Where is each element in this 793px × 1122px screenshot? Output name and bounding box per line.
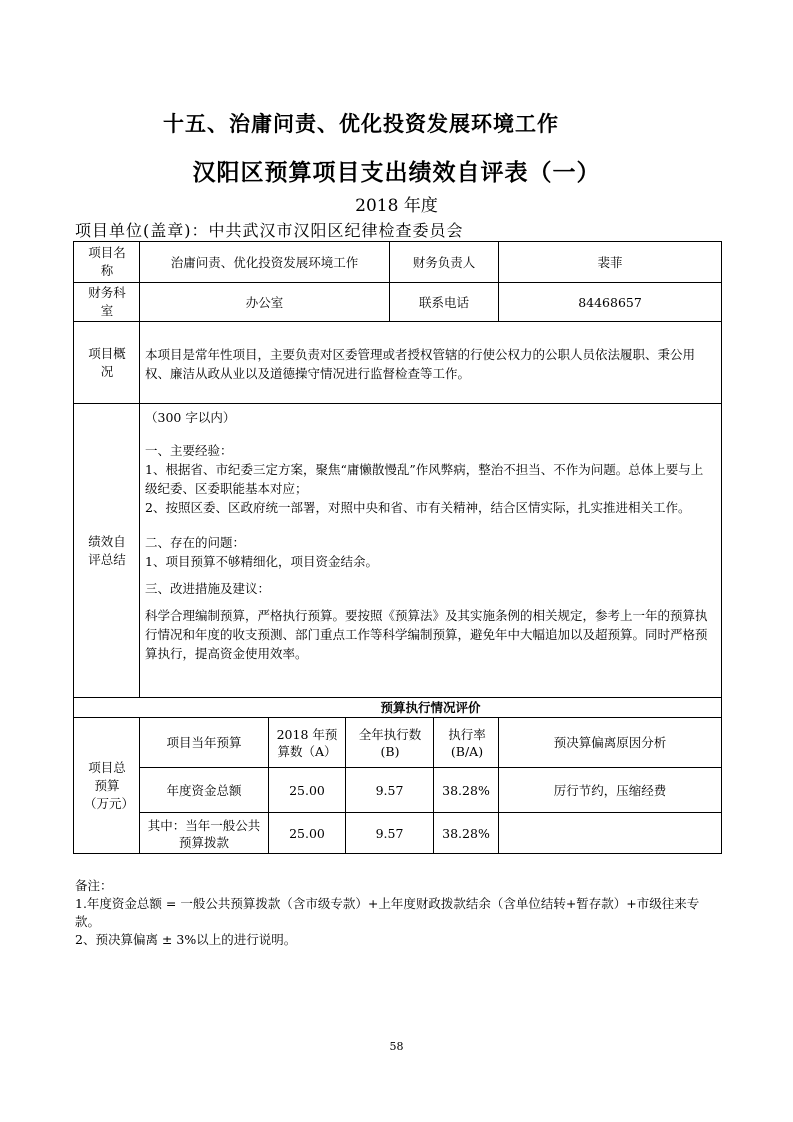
project-name-value: 治庸问责、优化投资发展环境工作 (170, 254, 359, 270)
overview-text: 本项目是常年性项目，主要负责对区委管理或者授权管辖的行使公权力的公职人员依法履职、秉公用权、廉洁从政从业以及道德操守情况进行监督检查等工作。 (145, 347, 696, 381)
budget-header-item: 项目当年预算 (166, 735, 242, 750)
overview-label: 项目概况 (88, 345, 126, 379)
summary-text (145, 408, 715, 663)
budget-row2-item: 其中：当年一般公共预算拨款 (147, 817, 261, 850)
note-2: 2、预决算偏离 ± 3%以上的进行说明。 (75, 932, 297, 947)
budget-row1-executed: 9.57 (375, 782, 404, 798)
budget-row2-rate: 38.28% (442, 826, 490, 841)
budget-row1-analysis: 厉行节约，压缩经费 (553, 782, 667, 798)
finance-dept-label: 财务科室 (88, 285, 126, 318)
summary-label: 绩效自评总结 (88, 533, 126, 567)
budget-row2-executed: 9.57 (375, 826, 404, 841)
summary-heading-improvements: 三、改进措施及建议： (145, 581, 271, 596)
summary-heading-experience: 一、主要经验： (145, 443, 233, 458)
budget-header-executed: 全年执行数(B) (358, 726, 422, 759)
budget-row1-rate: 38.28% (442, 782, 490, 798)
budget-row2-planned: 25.00 (289, 826, 325, 841)
budget-header-rate: 执行率(B/A) (448, 726, 486, 759)
phone-label: 联系电话 (418, 294, 469, 310)
finance-head-value: 裴菲 (597, 254, 623, 270)
budget-row2-analysis (499, 813, 721, 854)
notes-title: 备注： (75, 878, 113, 893)
budget-section-header: 预算执行情况评价 (380, 700, 481, 715)
project-unit: 项目单位(盖章)：中共武汉市汉阳区纪律检查委员会 (75, 221, 464, 240)
phone-value: 84468657 (578, 294, 642, 310)
summary-limit: （300 字以内） (145, 410, 236, 425)
section-title: 十五、治庸问责、优化投资发展环境工作 (163, 112, 559, 136)
notes (75, 877, 715, 949)
budget-header-planned: 2018 年预算数（A） (276, 726, 338, 759)
summary-point-1: 1、根据省、市纪委三定方案，聚焦“庸懒散慢乱”作风弊病，整治不担当、不作为问题。总体上要与上级纪委、区委职能基本对应； (145, 462, 704, 496)
main-title: 汉阳区预算项目支出绩效自评表（一） (192, 159, 601, 186)
summary-point-4: 科学合理编制预算，严格执行预算。要按照《预算法》及其实施条例的相关规定，参考上一年的预算执行情况和年度的收支预测、部门重点工作等科学编制预算，避免年中大幅追加以及超预算。同时严格预算执行，提高资金使用效率。 (145, 608, 708, 661)
budget-header-analysis: 预决算偏离原因分析 (553, 735, 667, 750)
summary-point-3: 1、项目预算不够精细化，项目资金结余。 (145, 554, 378, 569)
summary-point-2: 2、按照区委、区政府统一部署，对照中央和省、市有关精神，结合区情实际，扎实推进相关工作。 (145, 500, 691, 515)
note-1: 1.年度资金总额 = 一般公共预算拨款（含市级专款）+上年度财政拨款结余（含单位结转+暂存款）+市级往来专款。 (75, 896, 700, 929)
page-number: 58 (389, 1040, 404, 1053)
summary-heading-problems: 二、存在的问题： (145, 535, 246, 550)
finance-dept-value: 办公室 (245, 294, 284, 310)
project-name-label: 项目名称 (88, 245, 126, 278)
budget-row1-planned: 25.00 (289, 782, 325, 798)
budget-row1-item: 年度资金总额 (166, 782, 242, 798)
budget-side-label: 项目总预算（万元） (84, 760, 135, 811)
report-year: 2018 年度 (355, 196, 438, 216)
finance-head-label: 财务负责人 (412, 254, 476, 270)
